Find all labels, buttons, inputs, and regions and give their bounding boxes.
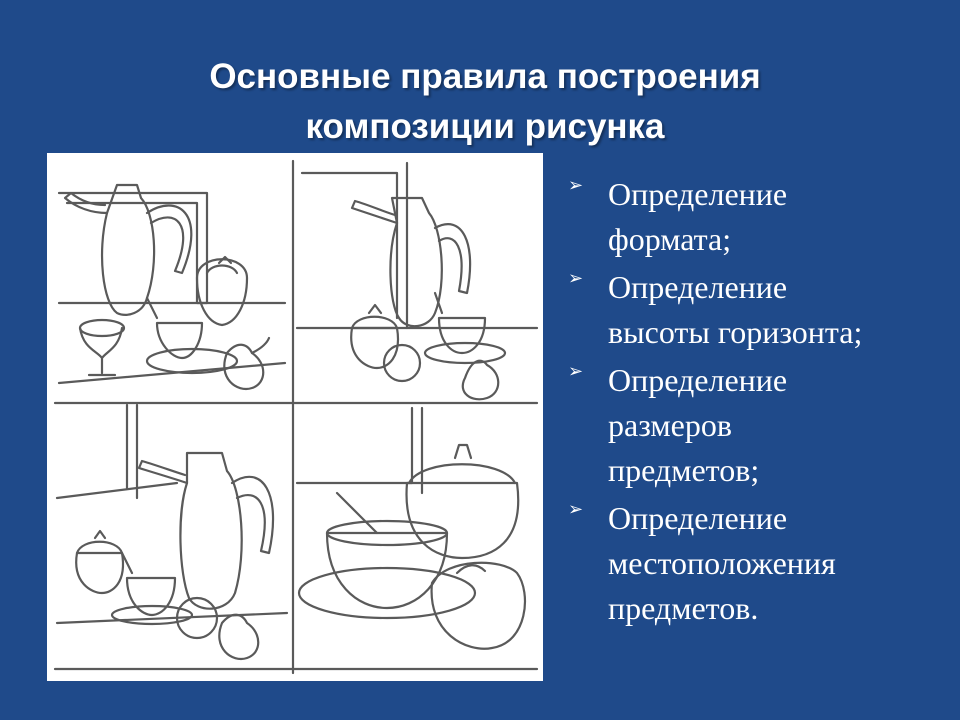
bullet-item-format: [568, 172, 948, 262]
bullet-line: Определение: [608, 176, 788, 212]
panel-top-left: [59, 185, 285, 389]
panel-bottom-right: [297, 408, 525, 649]
bullet-list: [568, 172, 948, 634]
bullet-line: размеров: [608, 407, 732, 443]
panel-top-right: [297, 163, 537, 399]
bullet-item-horizon: [568, 265, 948, 355]
arrowhead-bullet-icon: ➢: [568, 268, 584, 289]
still-life-illustration: [47, 153, 543, 681]
arrowhead-bullet-icon: ➢: [568, 361, 584, 382]
arrowhead-bullet-icon: ➢: [568, 175, 584, 196]
bullet-line: высоты горизонта;: [608, 314, 863, 350]
bullet-line: предметов;: [608, 452, 760, 488]
slide-title: [120, 52, 850, 152]
bullet-line: местоположения: [608, 545, 836, 581]
bullet-line: Определение: [608, 362, 788, 398]
panel-bottom-left: [57, 405, 287, 659]
still-life-sketch-image: [47, 153, 543, 681]
title-line-1: Основные правила построения: [209, 57, 761, 96]
bullet-item-sizes: [568, 358, 948, 493]
arrowhead-bullet-icon: ➢: [568, 499, 584, 520]
bullet-line: Определение: [608, 500, 788, 536]
bullet-line: предметов.: [608, 590, 759, 626]
bullet-line: формата;: [608, 221, 732, 257]
title-line-2: композиции рисунка: [305, 107, 665, 146]
bullet-line: Определение: [608, 269, 788, 305]
bullet-item-placement: [568, 496, 948, 631]
